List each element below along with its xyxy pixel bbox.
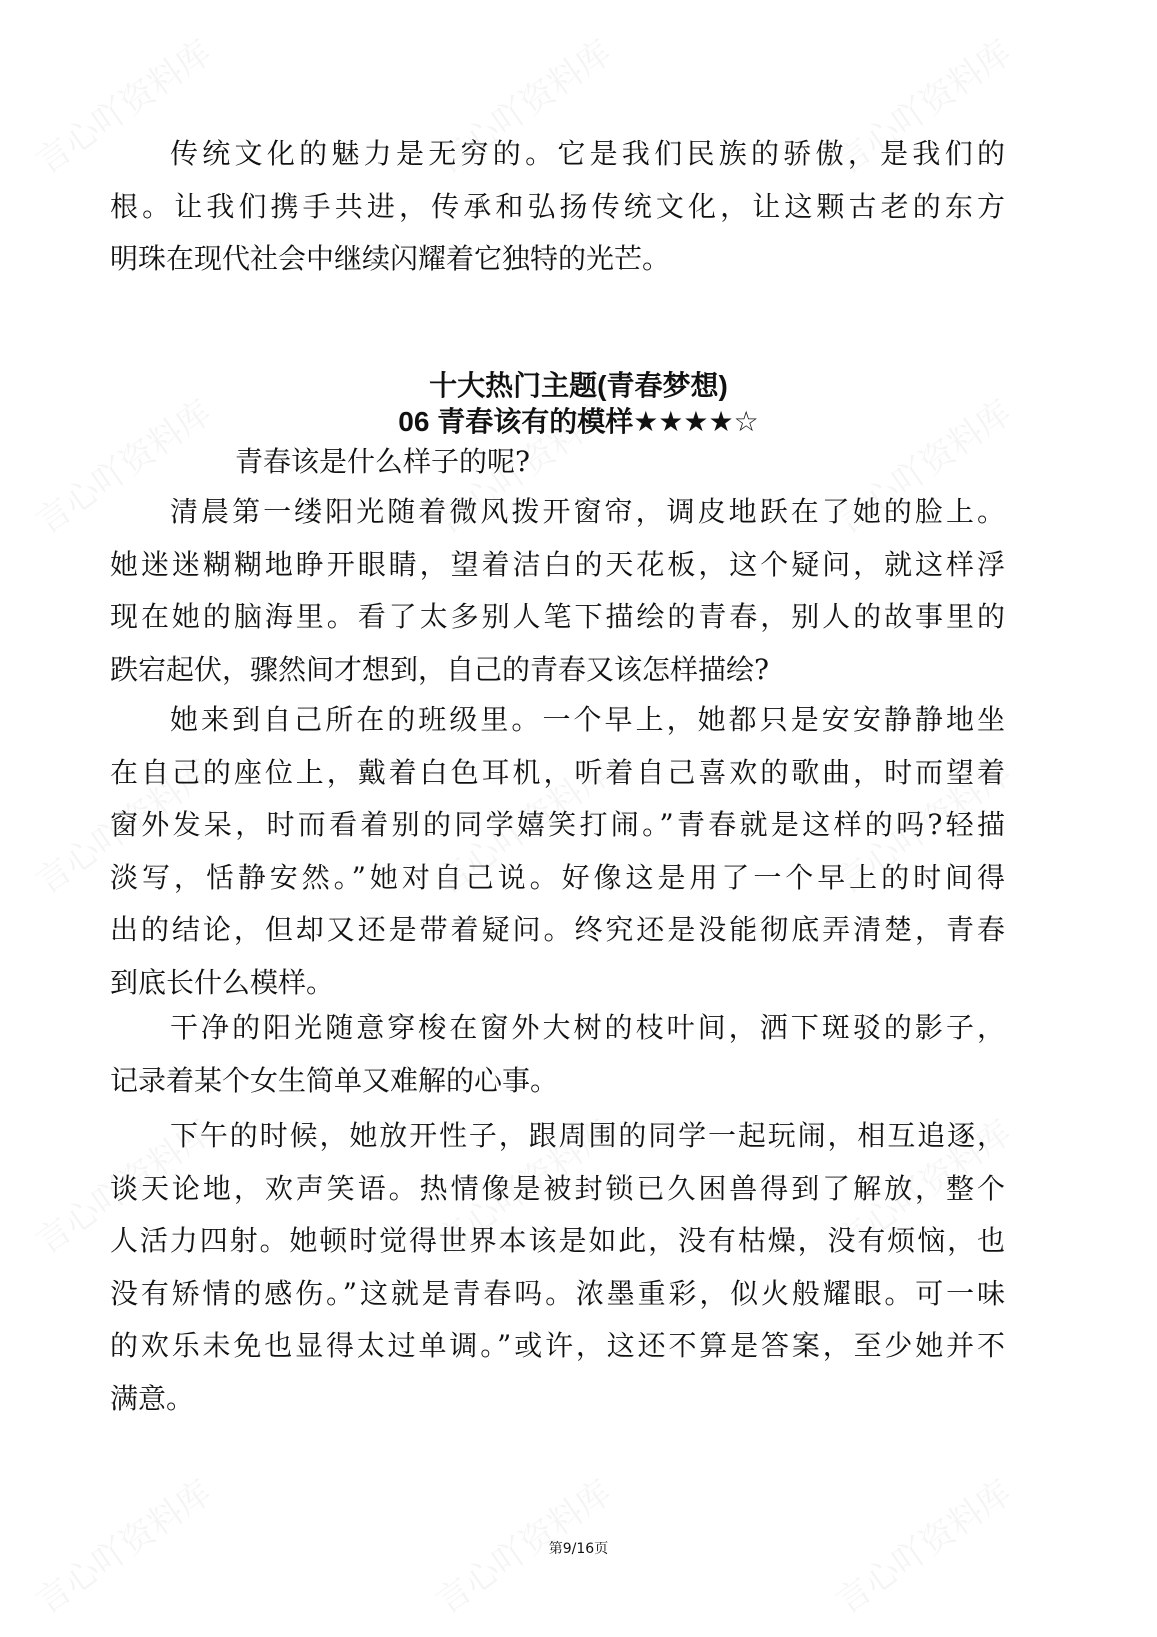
paragraph-1 bbox=[110, 486, 1005, 696]
page-number: 第9/16页 bbox=[548, 1541, 609, 1557]
text-line: 清晨第一缕阳光随着微风拨开窗帘，调皮地跃在了她的脸上。 bbox=[170, 495, 1005, 528]
text-line: 下午的时候，她放开性子，跟周围的同学一起玩闹，相互追逐， bbox=[170, 1119, 1005, 1152]
text-line: 到底长什么模样。 bbox=[110, 965, 335, 999]
text-line: 青春该是什么样子的呢? bbox=[235, 445, 531, 478]
paragraph-2 bbox=[110, 694, 1005, 1009]
text-line: 在自己的座位上，戴着白色耳机，听着自己喜欢的歌曲，时而望着 bbox=[110, 755, 1005, 789]
text-line: 干净的阳光随意穿梭在窗外大树的枝叶间，洒下斑驳的影子， bbox=[170, 1011, 1005, 1044]
text-line: 记录着某个女生简单又难解的心事。 bbox=[110, 1063, 559, 1097]
intro-paragraph bbox=[110, 128, 1005, 286]
text-line: 淡写，恬静安然。”她对自己说。好像这是用了一个早上的时间得 bbox=[110, 860, 1005, 894]
text-line: 传统文化的魅力是无穷的。它是我们民族的骄傲，是我们的 bbox=[170, 137, 1005, 170]
paragraph-3 bbox=[110, 1002, 1005, 1107]
text-line: 窗外发呆，时而看着别的同学嬉笑打闹。”青春就是这样的吗?轻描 bbox=[110, 808, 1005, 841]
text-line: 出的结论，但却又还是带着疑问。终究还是没能彻底弄清楚，青春 bbox=[110, 913, 1005, 946]
text-line: 明珠在现代社会中继续闪耀着它独特的光芒。 bbox=[110, 242, 671, 275]
section-title: 十大热门主题(青春梦想) bbox=[429, 370, 728, 401]
text-line: 她迷迷糊糊地睁开眼睛，望着洁白的天花板，这个疑问，就这样浮 bbox=[110, 547, 1005, 581]
text-line: 谈天论地，欢声笑语。热情像是被封锁已久困兽得到了解放，整个 bbox=[110, 1171, 1005, 1205]
text-line: 满意。 bbox=[110, 1381, 195, 1415]
text-line: 没有矫情的感伤。”这就是青春吗。浓墨重彩，似火般耀眼。可一味 bbox=[110, 1276, 1005, 1310]
opening-question bbox=[110, 436, 1005, 489]
text-line: 的欢乐未免也显得太过单调。”或许，这还不算是答案，至少她并不 bbox=[110, 1329, 1005, 1362]
text-line: 现在她的脑海里。看了太多别人笔下描绘的青春，别人的故事里的 bbox=[110, 600, 1005, 633]
text-line: 人活力四射。她顿时觉得世界本该是如此，没有枯燥，没有烦恼，也 bbox=[110, 1224, 1005, 1257]
text-line: 她来到自己所在的班级里。一个早上，她都只是安安静静地坐 bbox=[170, 703, 1005, 736]
text-line: 跌宕起伏，骤然间才想到，自己的青春又该怎样描绘? bbox=[110, 652, 770, 686]
paragraph-4 bbox=[110, 1110, 1005, 1425]
essay-title: 06 青春该有的模样★★★★☆ bbox=[398, 406, 759, 437]
text-line: 根。让我们携手共进，传承和弘扬传统文化，让这颗古老的东方 bbox=[110, 189, 1005, 223]
